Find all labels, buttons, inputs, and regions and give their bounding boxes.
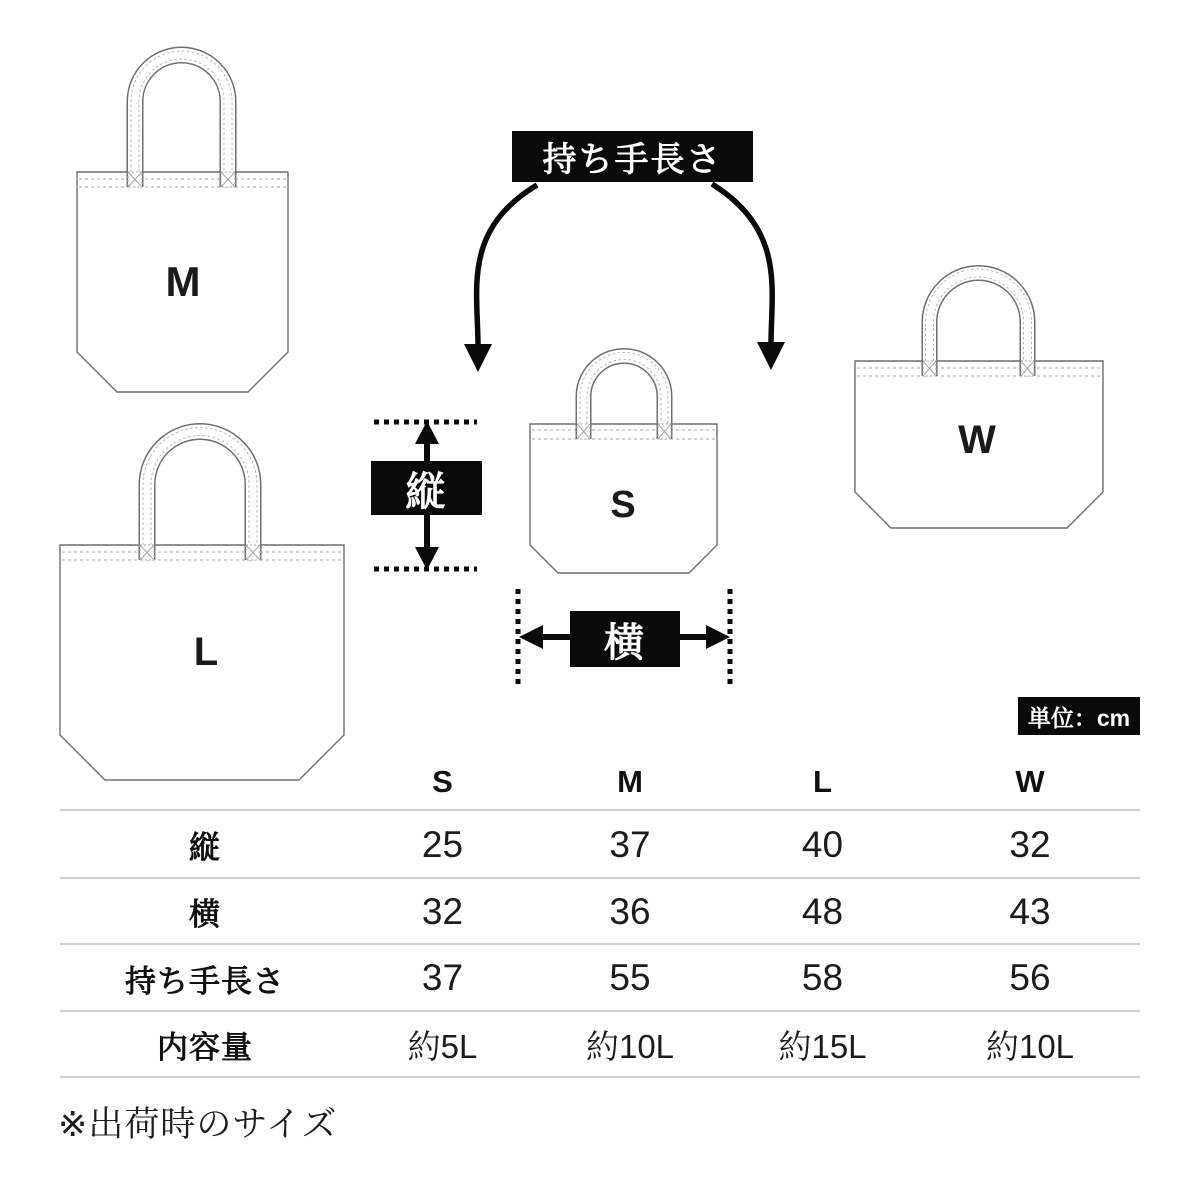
table-cell: 58 bbox=[801, 957, 844, 998]
handle-length-label: 持ち手長さ bbox=[512, 131, 753, 182]
bag-l-label: L bbox=[193, 630, 219, 674]
table-cell: 25 bbox=[421, 823, 464, 865]
unit-label: 単位：cm bbox=[1018, 697, 1140, 735]
table-cell: 48 bbox=[801, 890, 844, 932]
table-row-label-handle-length: 持ち手長さ bbox=[125, 963, 285, 999]
table-col-header-s: S bbox=[432, 764, 453, 799]
table-cell: 56 bbox=[1009, 957, 1051, 998]
table-cell: 37 bbox=[421, 957, 464, 998]
table-cell: 37 bbox=[609, 823, 651, 865]
width-label: 横 bbox=[570, 611, 680, 667]
bag-w-label: W bbox=[958, 418, 996, 462]
table-cell: 43 bbox=[1009, 890, 1051, 932]
table-row-label-height: 縦 bbox=[189, 830, 221, 865]
table-cell: 約10L bbox=[585, 1027, 675, 1065]
table-col-header-w: W bbox=[1015, 764, 1045, 799]
shipping-size-footnote: ※出荷時のサイズ bbox=[58, 1105, 338, 1144]
table-cell: 約10L bbox=[985, 1027, 1075, 1065]
handle-length-arrow-right bbox=[712, 184, 785, 370]
bag-m-label: M bbox=[165, 258, 201, 305]
table-cell: 32 bbox=[1009, 823, 1051, 865]
height-label: 縦 bbox=[371, 461, 482, 515]
bag-s-label: S bbox=[610, 484, 636, 526]
table-row-label-width: 横 bbox=[189, 897, 221, 932]
table-cell: 55 bbox=[609, 957, 651, 998]
table-cell: 32 bbox=[421, 890, 464, 932]
table-col-header-l: L bbox=[813, 764, 832, 799]
table-cell: 40 bbox=[801, 823, 844, 865]
table-cell: 約15L bbox=[778, 1027, 867, 1065]
table-cell: 約5L bbox=[407, 1027, 478, 1065]
handle-length-arrow-left bbox=[464, 185, 537, 372]
table-cell: 36 bbox=[609, 890, 651, 932]
table-row-label-capacity: 内容量 bbox=[157, 1029, 253, 1065]
table-col-header-m: M bbox=[617, 764, 643, 799]
